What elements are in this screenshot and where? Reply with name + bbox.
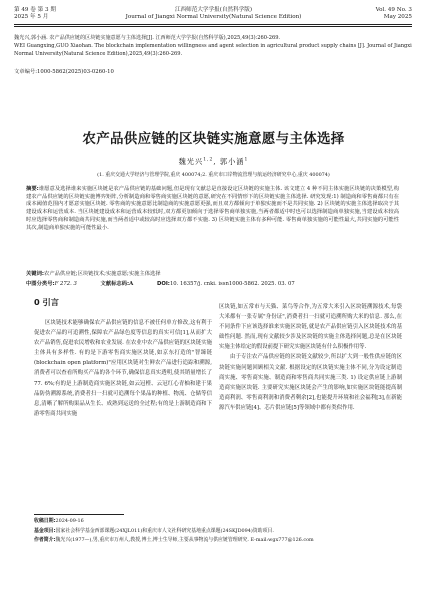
left-column	[34, 318, 212, 419]
body-paragraph: 区块链技术能够确保农产品供应链的信息不被任何单方修改,这有利于促进农产品的可追溯性,保障农产品绿色度等信息的真实可信[1],从而扩大农产品销售,促进农民增收和农业发展. 在农业中农产品供应链的区块链实施主体具有多样性. 有的是下游零售商实施区块链,如京东打造的"智臻链(blockchain open platform)"应用区块链对生鲜农产品进行追踪和溯源,消费者可以查看所购买产品的各个环节,确保信息真实透明,使其销量增长了 77. 6%;有的是上游制造商实施区块链,如云冠橙、云冠红心青柚和建于果品防伪溯源系统,消费者扫一扫就可追溯每个果品的种植、物流、仓储等信息,清晰了解所购果品从生长、成熟到运送的全过程;有的是上游制造商和下游零售商共同实施	[34, 320, 212, 417]
journal-volume-english	[376, 7, 412, 22]
journal-name	[0, 7, 427, 22]
journal-name-english: Journal of Jiangxi Normal University(Natural Science Edition)	[125, 14, 302, 21]
right-column	[219, 302, 402, 413]
citation-english: WEI Guangxing,GUO Xiaohan. The blockchain implementation willingness and agent selection in agricultural product supply chains [J]. Journal of Jiangxi Normal University(Natural Science Edition),2025,49(3):260-269.	[14, 42, 412, 57]
doc-code: A	[129, 281, 134, 287]
fund-info	[34, 527, 397, 537]
received-date	[34, 517, 397, 527]
doc-code-entry	[101, 281, 134, 287]
author-bio-value: 魏光兴(1977—),男,重庆市万州人,教授,博士,博士生导师,主要从事物流与供应链管理研究. E-mail:wgx777@126.com	[55, 537, 314, 544]
fund-label: 基金项目:	[34, 527, 56, 534]
doi-label: DOI:	[156, 281, 170, 287]
keywords-text: 农产品供应链;区块链技术;实施意愿;实施主体选择	[44, 271, 161, 277]
month-year-english: May 2025	[383, 14, 412, 21]
keywords	[26, 269, 399, 277]
author-bio	[34, 536, 397, 546]
fund-value: 国家社会科学基金西部课题(24XJL011)和重庆市人文社科研究基地重点课题(24SKJD094)资助项目.	[55, 527, 274, 534]
clc-label: 中图分类号:	[26, 281, 55, 287]
abstract-label: 摘要:	[26, 186, 39, 192]
doi-entry	[157, 281, 317, 287]
paper-title: 农产品供应链的区块链实施意愿与主体选择	[82, 131, 345, 147]
author-list	[0, 157, 427, 167]
abstract-text: 谁愿意及选择谁来实施区块链是农产品供应链的基础问题,但是现有文献总是直接设定区块链的实施主体. 该文建立 4 种不同主体实施区块链的决策模型,构建农产品供应链的区块链实施博弈矩阵,分析制造商和零售商实施区块链的意愿,研究在不同情形下的区块链实施主体选择. 研究发现:1) 制造商和零售商都只有在成本阈值范围内才愿意实施区块链. 零售商的实施意愿比制造商的实施意愿更强,而且双方都倾向于单独实施而不是共同实施. 2) 区块链的实施主体选择取决于其建设成本和运营成本. 当区块链建设成本和运营成本较低时,双方都更加倾向于选择零售商单独实施,当两者都适中时也可以选择制造商单独实施,当建设成本较高时应选择零售商和制造商共同实施,而当两者适中或较高时应选择双方都不实施. 3) 区块链实施主体有多种可能. 零售商单独实施的可能性最大,共同实施的可能性其次,制造商单独实施的可能性最小.	[26, 186, 400, 231]
doc-code-label: 文献标志码:	[100, 281, 130, 287]
clc-code: F 272. 3	[54, 281, 77, 287]
journal-name-chinese: 江西师范大学学报(自然科学版)	[174, 7, 253, 13]
doi-value: 10. 16357/j. cnki. issn1000-5862. 2025. 03. 07	[169, 281, 295, 287]
header-rule	[14, 24, 412, 25]
volume-number-english: Vol. 49 No. 3	[375, 7, 412, 13]
article-number: 文章编号:1000-5862(2025)03-0260-10	[14, 69, 114, 75]
classification-line	[26, 279, 399, 287]
keywords-label: 关键词:	[26, 271, 45, 277]
received-value: 2024-09-16	[55, 518, 84, 524]
citation-block	[14, 35, 412, 58]
citation-chinese: 魏光兴,郭小涵. 农产品供应链的区块链实施意愿与主体选择[J]. 江西师范大学学报(自然科学版),2025,49(3):260-269.	[14, 35, 281, 41]
publication-date: 2025 年 5 月	[14, 14, 49, 21]
body-paragraph: 区块链,如五常市与天猫、菜鸟等合作,为五常大米引入区块链溯源技术,每袋大米都有一张专属"身份证",消费者扫一扫就可追溯所购大米的信息. 那么,在不同条件下应该选择谁来实施区块链,就是农产品供应链引入区块链技术的基础性问题. 然而,现有文献较少涉及区块链的实施主体选择问题,总是在区块链实施主体给定的假设前提下研究实施区块链有什么积极作用等.	[219, 304, 402, 351]
footnote-rule	[34, 514, 124, 515]
section-heading: 0 引言	[34, 297, 59, 307]
author-1-affil: 1,2	[203, 157, 214, 163]
volume-issue-text: 第 49 卷 第 3 期	[14, 7, 56, 13]
abstract	[26, 186, 399, 232]
author-bio-label: 作者简介:	[34, 537, 56, 544]
author-2: , 郭小涵	[213, 157, 245, 166]
body-paragraph: 由于专注农产品供应链的区块链文献较少,所以扩大到一般性供应链的区块链实施问题回顾相关文献. 根据设定的区块链实施主体不同,分为设定制造商实施、零售商实施、制造商和零售商共同实施三类. 1) 设定供应链上游制造商实施区块链. 主要研究实施区块链会产生的影响,如实施区块链能提高制造商利润、零售商利润和消费者剩余[2],也能提升环境和社会福利[3],在新能源汽车供应链[4]、芯片供应链[5]等领域中都有类似作用.	[219, 354, 402, 411]
affiliation: (1. 重庆交通大学经济与管理学院,重庆 400074;2. 重庆市口岸物流管理与航运经济研究中心,重庆 400074)	[97, 172, 330, 178]
author-2-affil: 1	[244, 157, 249, 163]
footnotes	[34, 517, 397, 546]
author-1: 魏光兴	[178, 157, 204, 166]
received-label: 收稿日期:	[34, 518, 56, 524]
header-rule-double	[14, 26, 412, 27]
clc-entry	[26, 281, 77, 287]
